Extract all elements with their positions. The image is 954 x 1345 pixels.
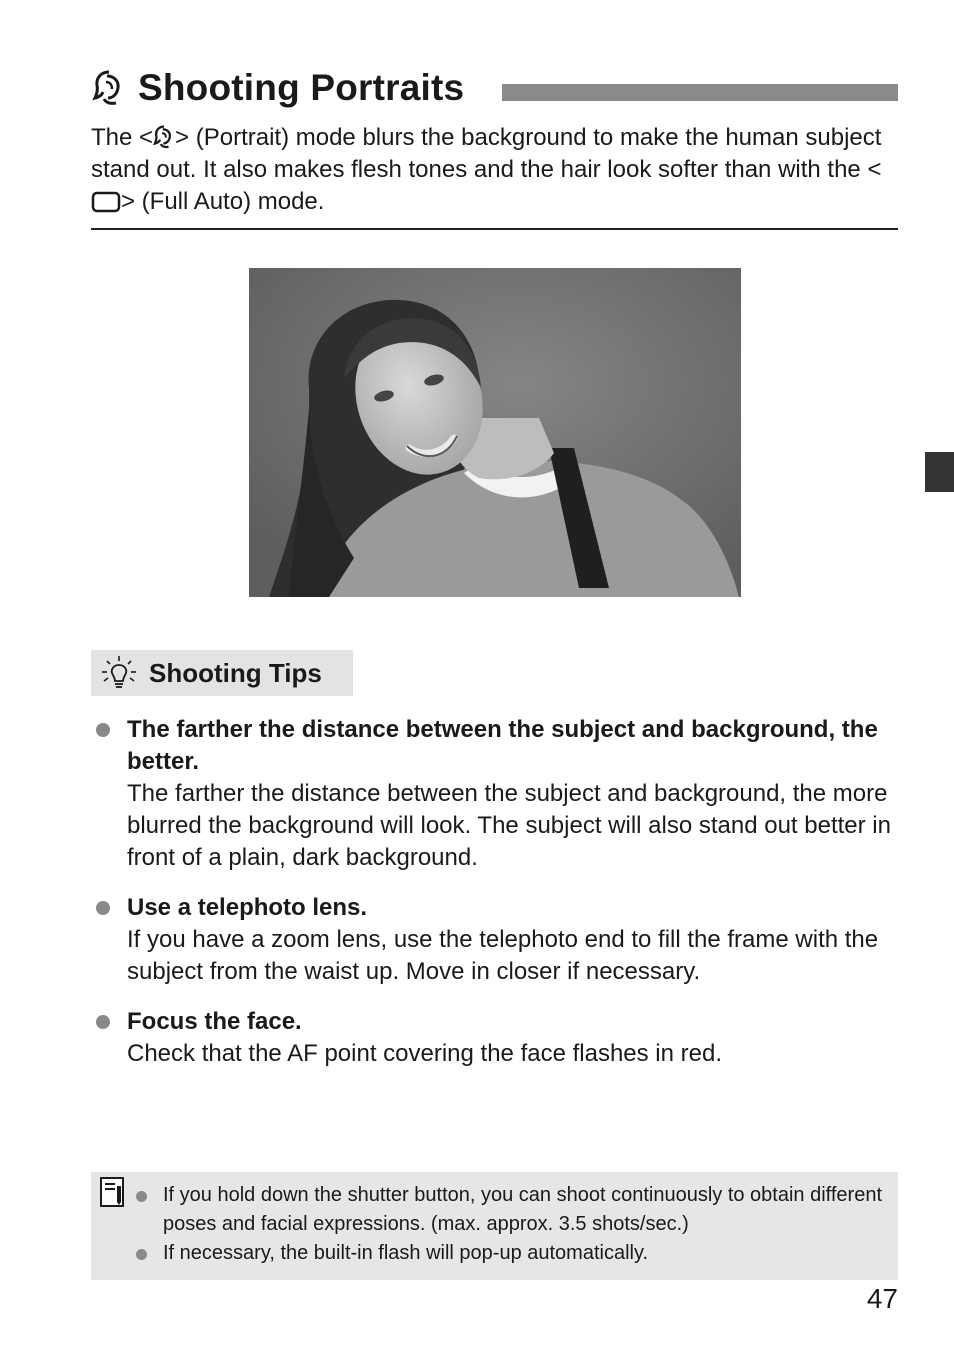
intro-text-3: > (Full Auto) mode.	[121, 188, 325, 215]
portrait-photo-illustration	[249, 268, 741, 597]
note-item	[163, 1239, 893, 1268]
tip-body: The farther the distance between the subject and background, the more blurred the background will look. The subject will also stand out better in front of a plain, dark background.	[127, 780, 891, 871]
memo-icon	[99, 1176, 125, 1208]
portrait-photo	[249, 268, 741, 597]
shooting-tips-header	[91, 650, 353, 696]
portrait-mode-icon	[153, 125, 175, 149]
note-box	[91, 1172, 898, 1280]
bullet-icon	[136, 1191, 147, 1202]
section-divider	[91, 228, 898, 230]
tip-item	[127, 892, 897, 988]
note-item	[163, 1181, 893, 1239]
note-text: If you hold down the shutter button, you can shoot continuously to obtain different poses and facial expressions. (max. approx. 3.5 shots/sec.)	[163, 1184, 883, 1235]
tip-heading: Focus the face.	[127, 1008, 302, 1035]
note-text: If necessary, the built-in flash will pop-up automatically.	[163, 1242, 649, 1264]
bullet-icon	[136, 1249, 147, 1260]
tip-item	[127, 1006, 897, 1070]
chapter-edge-tab	[925, 452, 954, 492]
note-list	[163, 1181, 893, 1268]
bullet-icon	[96, 723, 110, 737]
page-number: 47	[866, 1283, 898, 1314]
tip-heading: The farther the distance between the subject and background, the better.	[127, 716, 878, 775]
bullet-icon	[96, 901, 110, 915]
tip-body: Check that the AF point covering the face flashes in red.	[127, 1040, 723, 1067]
title-text: Shooting Portraits	[138, 67, 465, 108]
tip-body: If you have a zoom lens, use the telephoto end to fill the frame with the subject from the waist up. Move in closer if necessary.	[127, 926, 879, 985]
tip-item	[127, 714, 897, 874]
portrait-mode-icon	[92, 70, 126, 106]
full-auto-mode-icon	[91, 191, 121, 213]
intro-text-1: The <	[91, 124, 154, 151]
lightbulb-icon	[101, 655, 137, 691]
tip-heading: Use a telephoto lens.	[127, 894, 368, 921]
intro-text-2: > (Portrait) mode blurs the background to make the human subject stand out. It also makes flesh tones and the hair look softer than with the <	[91, 124, 882, 183]
bullet-icon	[96, 1015, 110, 1029]
shooting-tips-title: Shooting Tips	[149, 657, 322, 688]
intro-paragraph	[91, 122, 911, 218]
page-title	[92, 64, 464, 112]
title-rule-bar	[502, 84, 898, 101]
